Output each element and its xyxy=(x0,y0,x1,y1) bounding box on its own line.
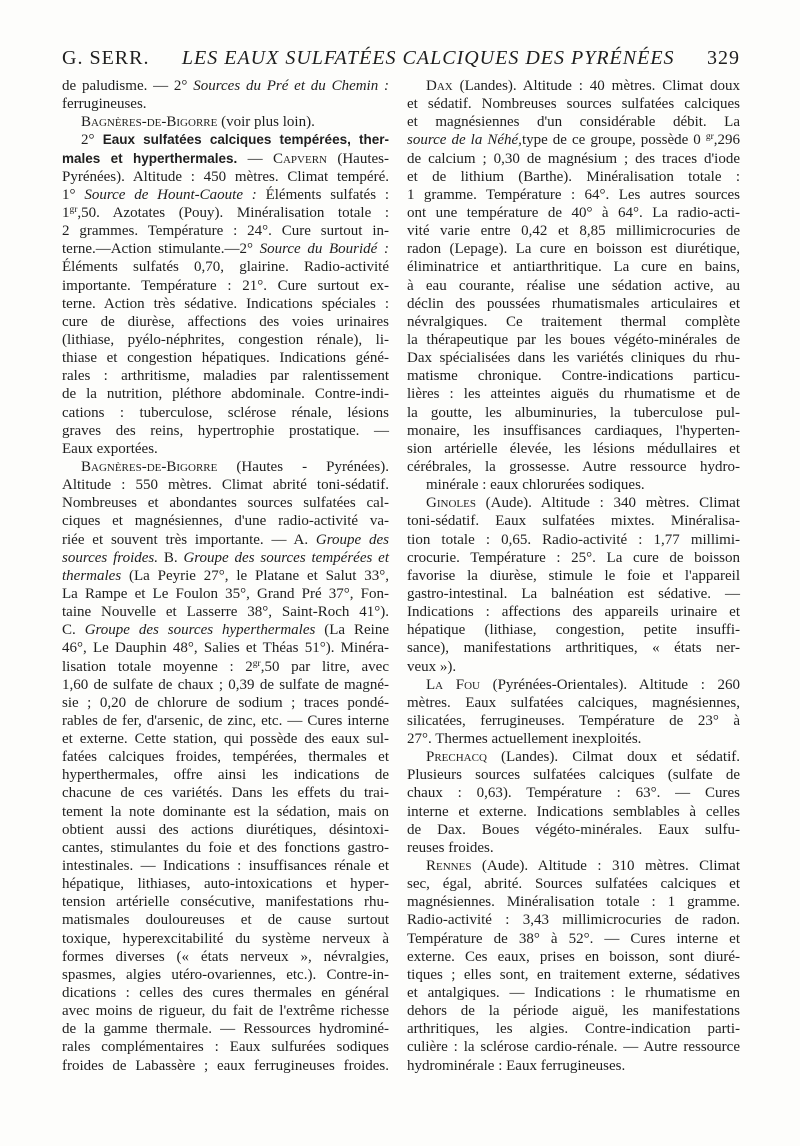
text-line: de calcium ; 0,30 de magnésium ; des traces d'iode xyxy=(407,150,740,167)
italic-text: Groupe des sources hyperthermales xyxy=(84,622,316,639)
text-line: dehors de la période aiguë, les manifestations xyxy=(407,1003,740,1020)
text-line xyxy=(62,131,389,149)
text-line: hyperthermales, offre ainsi les indications de xyxy=(62,767,389,784)
text-line: veux »). xyxy=(407,658,457,675)
text-segment: ,296 xyxy=(713,132,740,149)
running-head xyxy=(62,46,740,70)
text-line: rales : arthritisme, maladies par ralentissement xyxy=(62,368,389,385)
text-line: de la gamme thermale. — Ressources hydrominé- xyxy=(62,1021,389,1038)
place-name: Bagnères-de-Bigorre xyxy=(81,114,218,131)
unit-superscript: gr xyxy=(705,132,714,143)
text-line: tement la note dominante est la sédation, mais on xyxy=(62,803,389,820)
text-line: Plusieurs sources sulfatées calciques (sulfate de xyxy=(407,767,740,784)
text-line: Température de 38° à 52°. — Cures interne et xyxy=(407,930,740,947)
text-line xyxy=(62,621,389,639)
text-line: matismales douloureuses et de cause surtout xyxy=(62,912,389,929)
section-heading: Eaux sulfatées calciques tempérées, ther- xyxy=(102,132,390,148)
text-segment: (voir plus loin). xyxy=(217,114,315,131)
text-line: obtient aussi des actions diurétiques, désintoxi- xyxy=(62,821,389,838)
text-line: et magnésiennes d'un considérable débit. La xyxy=(407,114,740,131)
text-line xyxy=(62,240,389,258)
text-line: mètres. Eaux sulfatées calciques, magnésiennes, xyxy=(407,694,740,711)
article-title: LES EAUX SULFATÉES CALCIQUES DES PYRÉNÉES xyxy=(181,47,675,69)
text-line: toxique, hyperexcitabilité du système nerveux à xyxy=(62,930,389,947)
text-line: spasmes, algies utéro-ovariennes, etc.). Contre-in- xyxy=(62,966,389,983)
place-name: Capvern xyxy=(272,150,327,167)
text-line: Dax spécialisées dans les variétés cliniques du rhu- xyxy=(407,350,740,367)
text-line xyxy=(62,658,389,676)
text-line: hydrominérale : Eaux ferrugineuses. xyxy=(407,1057,626,1074)
text-line xyxy=(62,186,389,204)
text-segment: 1° xyxy=(62,186,85,203)
text-segment: (Landes). Altitude : 40 mètres. Climat doux xyxy=(452,78,740,94)
text-line: et externe. Cette station, qui possède des eaux sul- xyxy=(62,731,389,748)
text-line: tension artérielle consécutive, manifestations rhu- xyxy=(62,894,389,911)
text-line: 2 grammes. Température : 24°. Cure surtout in- xyxy=(62,223,389,240)
text-line: de Dax. Boues végéto-minérales. Eaux sulfu- xyxy=(407,821,740,838)
unit-superscript: gr xyxy=(252,658,261,669)
text-line: Nombreuses et abondantes sources sulfatées cal- xyxy=(62,495,389,512)
text-line: 27°. Thermes actuellement inexploités. xyxy=(407,731,642,748)
text-line: matisme chronique. Contre-indications particu- xyxy=(407,368,740,385)
text-line: thiase et congestion hépatiques. Indications géné- xyxy=(62,350,389,367)
page-number: 329 xyxy=(706,47,740,69)
text-segment: (Landes). Cilmat doux et sédatif. xyxy=(486,749,740,766)
text-segment: ,50 par litre, avec xyxy=(260,658,389,675)
text-line xyxy=(62,549,389,567)
text-line: froides de Labassère ; eaux ferrugineuses froides. xyxy=(62,1057,389,1074)
place-name: Ginoles xyxy=(426,495,476,512)
text-line xyxy=(62,531,389,549)
text-line: sec, égal, abrité. Sources sulfatées calciques et xyxy=(407,876,740,893)
text-line: Indications : affections des appareils urinaire et xyxy=(407,604,740,621)
place-name: Dax xyxy=(426,78,453,94)
text-line xyxy=(407,748,740,766)
text-line: La Rampe et Le Foulon 35°, Grand Pré 37°, Fon- xyxy=(62,585,389,602)
text-segment: (Aude). Altitude : 310 mètres. Climat xyxy=(471,858,740,875)
italic-text: Groupe des sources tempérées et xyxy=(183,549,389,566)
unit-superscript: gr xyxy=(69,204,78,215)
text-line: favorise la diurèse, stimule le foie et l'appareil xyxy=(407,567,740,584)
text-segment: de paludisme. — 2° xyxy=(62,78,194,94)
text-line: radon (Lepage). La cure en boisson est diurétique, xyxy=(407,241,740,258)
text-line: cantes, stimulantes du foie et des fonctions gastro- xyxy=(62,839,389,856)
text-line xyxy=(62,150,389,168)
text-line: (lithiase, pyélo-néphrites, congestion rénale), li- xyxy=(62,331,389,348)
text-segment: (Aude). Altitude : 340 mètres. Climat xyxy=(475,495,740,512)
text-line: vité varie entre 0,42 et 8,85 millimicrocuries de xyxy=(407,223,740,240)
text-line: Eaux exportées. xyxy=(62,440,158,457)
text-line: la thérapeutique par les boues végéto-minérales de xyxy=(407,331,740,348)
text-line: et antalgiques. — Indications : le rhumatisme en xyxy=(407,985,740,1002)
text-line: importante. Température : 21°. Cure surtout ex- xyxy=(62,277,389,294)
text-line xyxy=(62,77,389,95)
text-line xyxy=(62,204,389,222)
text-line: ferrugineuses. xyxy=(62,96,147,113)
text-segment: (La Peyrie 27°, le Platane et Salut 33°, xyxy=(121,567,389,584)
text-line: monaire, les insuffisances cardiaques, l'hyperten- xyxy=(407,422,740,439)
text-line: dications : celles des cures thermales en général xyxy=(62,985,389,1002)
text-line xyxy=(407,77,740,95)
text-line: chaux : 0,63). Température : 63°. — Cures xyxy=(407,785,740,802)
text-line: toni-sédatif. Eaux sulfatées mixtes. Minéralisa- xyxy=(407,513,740,530)
text-line xyxy=(407,857,740,875)
text-segment: 1 xyxy=(62,204,70,221)
text-line: Radio-activité : 3,43 millimicrocuries de radon. xyxy=(407,912,740,929)
text-line: chacune de ces variétés. Dans les effets du trai- xyxy=(62,785,389,802)
text-line xyxy=(407,494,740,512)
italic-text: Source de Hount-Caoute : xyxy=(84,186,257,203)
text-line: taine Nouvelle et Lasserre 38°, Saint-Roch 41°). xyxy=(62,604,389,621)
text-line: rables de fer, d'arsenic, de zinc, etc. — Cures interne xyxy=(62,712,389,729)
text-line: silicatées, ferrugineuses. Température de 23° à xyxy=(407,712,740,729)
text-line: Altitude : 550 mètres. Climat abrité toni-sédatif. xyxy=(62,477,389,494)
text-line: et sédatif. Nombreuses sources sulfatées calciques xyxy=(407,96,740,113)
text-line: 1 gramme. Température : 64°. Les autres sources xyxy=(407,186,740,203)
text-line: 46°, Le Dauphin 48°, Salies et Théas 51°). Minéra- xyxy=(62,640,389,657)
text-line xyxy=(62,113,389,131)
text-segment: lisation totale moyenne : 2 xyxy=(62,658,253,675)
text-line: ciques et magnésiennes, d'une radio-activité va- xyxy=(62,513,389,530)
italic-text: source de la Néhé, xyxy=(407,132,522,149)
text-segment: riée et souvent très importante. — A. xyxy=(62,531,316,548)
text-line: lières : les atteintes aiguës du rhumatisme et de xyxy=(407,386,740,403)
text-line: tion totale : 0,65. Radio-activité : 1,77 millimi- xyxy=(407,531,740,548)
author-name: G. SERR. xyxy=(62,47,150,69)
text-segment: (La Reine xyxy=(315,622,389,639)
place-name: Bagnères-de-Bigorre xyxy=(81,458,218,475)
text-line: tiques ; elles sont, en traitement externe, sédatives xyxy=(407,966,740,983)
text-line: avec moins de rigueur, du fait de l'extrême richesse xyxy=(62,1003,389,1020)
text-line xyxy=(407,676,740,694)
text-line: cérébrales, la grossesse. Autre ressource hydro- xyxy=(407,458,740,475)
text-line: la goutte, les albuminuries, la tuberculose pul- xyxy=(407,404,740,421)
text-segment: ,50. Azotates (Pouy). Minéralisation totale : xyxy=(77,204,389,221)
right-column xyxy=(407,77,740,1075)
text-line: formes diverses (« états nerveux », névralgies, xyxy=(62,948,389,965)
italic-text: Source du Bouridé : xyxy=(259,241,389,258)
text-line: terne. Action très sédative. Indications spéciales : xyxy=(62,295,389,312)
text-line: déclin des poussées rhumatismales articulaires et xyxy=(407,295,740,312)
text-line: Éléments sulfatés 0,70, glairine. Radio-activité xyxy=(62,259,389,276)
italic-text: Groupe des xyxy=(315,531,389,548)
text-line: cations : tuberculose, sclérose rénale, lésions xyxy=(62,404,389,421)
text-line: culière : la sclérose cardio-rénale. — Autre ressource xyxy=(407,1039,740,1056)
text-segment: type de ce groupe, possède 0 xyxy=(521,132,706,149)
text-line: arthritiques, les algies. Contre-indication parti- xyxy=(407,1021,740,1038)
text-line: interne et externe. Indications semblables à celles xyxy=(407,803,740,820)
text-line: sie ; 0,20 de chlorure de sodium ; traces pondé- xyxy=(62,694,389,711)
text-line: fatées calciques froides, tempérées, thermales et xyxy=(62,749,389,766)
text-segment: (Hautes- xyxy=(327,150,389,167)
text-line: externe. Ces eaux, prises en boisson, sont diuré- xyxy=(407,948,740,965)
place-name: La Fou xyxy=(426,676,480,693)
text-segment: C. xyxy=(62,622,85,639)
text-line: cure de diurèse, affections des voies urinaires xyxy=(62,313,389,330)
text-line: rales complémentaires : Eaux sulfurées sodiques xyxy=(62,1039,389,1056)
text-line: hépatique, lithiases, auto-intoxications et hyper- xyxy=(62,876,389,893)
place-name: Rennes xyxy=(426,858,472,875)
italic-text: Sources du Pré et du Chemin : xyxy=(193,78,390,94)
place-name: Prechacq xyxy=(426,749,487,766)
text-line: reuses froides. xyxy=(407,839,494,856)
text-line: gastro-intestinal. La balnéation est sédative. — xyxy=(407,585,740,602)
text-line: magnésiennes. Minéralisation totale : 1 gramme. xyxy=(407,894,740,911)
text-segment: 2° xyxy=(81,132,103,149)
italic-text: sources froides. xyxy=(62,549,158,566)
text-line xyxy=(62,567,389,585)
text-line xyxy=(62,458,389,476)
text-segment: (Pyrénées-Orientales). Altitude : 260 xyxy=(479,676,740,693)
italic-text: thermales xyxy=(62,567,122,584)
text-line: graves des reins, hypertrophie prostatique. — xyxy=(62,422,389,439)
text-line: et de lithium (Barthe). Minéralisation totale : xyxy=(407,168,740,185)
text-segment: (Hautes - Pyrénées). xyxy=(217,458,389,475)
text-line: hépatique (lithiase, congestion, petite insuffi- xyxy=(407,622,740,639)
text-segment: B. xyxy=(157,549,184,566)
text-line: de la nutrition, pléthore abdominale. Contre-indi- xyxy=(62,386,389,403)
text-line: minérale : eaux chlorurées sodiques. xyxy=(426,477,645,494)
text-line: éliminatrice et antiarthritique. La cure en bains, xyxy=(407,259,740,276)
text-line: à eau courante, réalise une sédation active, au xyxy=(407,277,740,294)
text-line xyxy=(407,131,740,149)
left-column xyxy=(62,77,389,1075)
section-heading: males et hyperthermales. xyxy=(62,150,238,166)
text-line: ont une température de 40° à 64°. La radio-acti- xyxy=(407,204,740,221)
text-line: 1,60 de sulfate de chaux ; 0,39 de sulfate de magné- xyxy=(62,676,389,693)
text-line: crocurie. Température : 25°. La cure de boisson xyxy=(407,549,740,566)
text-line: intestinales. — Indications : insuffisances rénale et xyxy=(62,858,389,875)
text-line: névralgiques. Ce traitement thermal complète xyxy=(407,313,740,330)
text-line: sion artérielle élevée, les lésions médullaires et xyxy=(407,440,740,457)
text-segment: Éléments sulfatés : xyxy=(256,186,390,203)
text-line: sance), manifestations arthritiques, « états ner- xyxy=(407,640,740,657)
text-line: Pyrénées). Altitude : 450 mètres. Climat tempéré. xyxy=(62,168,389,185)
text-segment: — xyxy=(237,150,273,167)
text-segment: terne.—Action stimulante.—2° xyxy=(62,241,260,258)
